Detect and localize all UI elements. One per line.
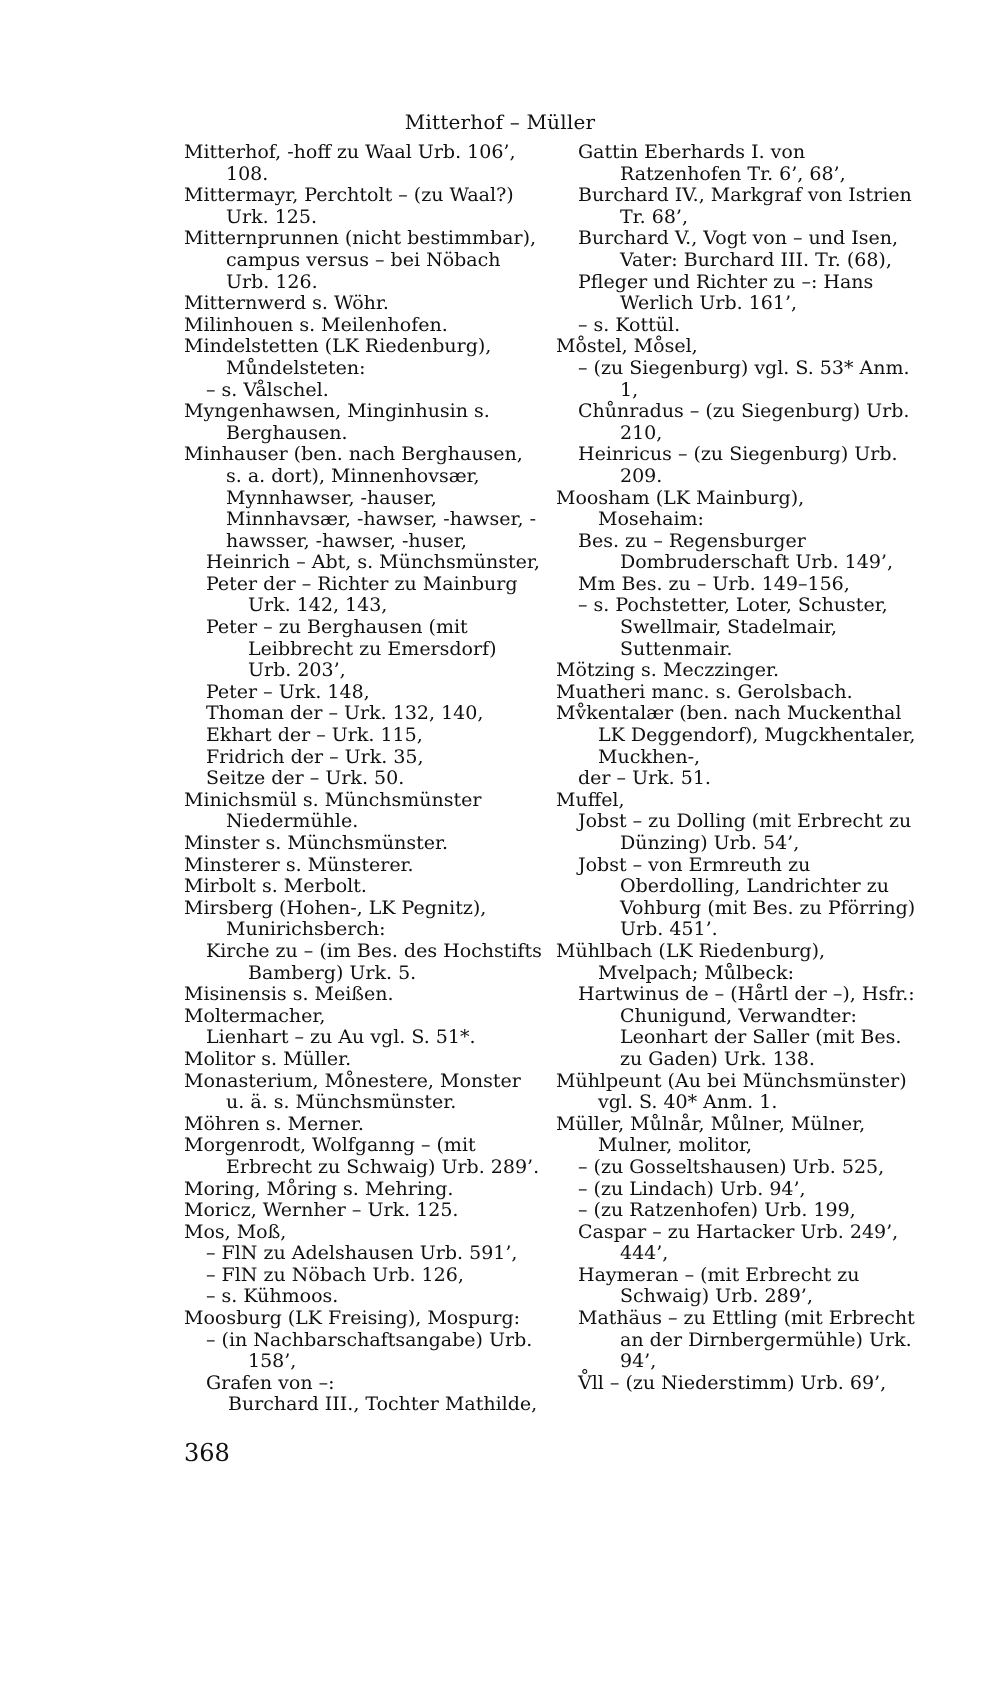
index-entry: – FlN zu Adelshausen Urb. 591’, [206,1242,518,1265]
index-entry: Jobst – von Ermreuth zu Oberdolling, Landrichter zu Vohburg (mit Bes. zu Pförring) Urb. 451’. [578,853,916,941]
index-entry: Burchard V., Vogt von – und Isen, Vater: Burchard III. Tr. (68), [578,227,898,271]
index-entry: Molitor s. Müller. [184,1047,352,1070]
index-entry: Haymeran – (mit Erbrecht zu Schwaig) Urb. 289’, [578,1263,860,1308]
index-entry: Heinrich – Abt, s. Münchsmünster, [206,551,540,574]
index-entry: Chůnradus – (zu Siegenburg) Urb. 210, [578,400,910,444]
running-header: Mitterhof – Müller [404,110,596,134]
index-entry: Peter – Urk. 148, [206,680,370,703]
index-entry: Morgenrodt, Wolfganng – (mit Erbrecht zu Schwaig) Urb. 289’. [184,1134,540,1178]
index-entry: – (zu Lindach) Urb. 94’, [578,1177,806,1200]
index-entry: Heinricus – (zu Siegenburg) Urb. 209. [578,443,898,487]
index-entry: Jobst – zu Dolling (mit Erbrecht zu Dünzing) Urb. 54’, [578,810,912,854]
index-entry: Moltermacher, [184,1004,326,1027]
index-column-right [556,142,916,1394]
index-entry: Mitterhof, -hoff zu Waal Urb. 106’, 108. [184,141,516,185]
page-number: 368 [184,1439,230,1467]
index-entry: Ekhart der – Urk. 115, [206,724,423,747]
index-column-left [184,142,544,1416]
index-entry: Mühlpeunt (Au bei Münchsmünster) vgl. S. 40* Anm. 1. [556,1069,907,1114]
index-entry: Minhauser (ben. nach Berghausen, s. a. dort), Minnenhovsær, Mynnhawser, -hauser, Minnhavsær, -hawser, -hawser, -hawsser, -hawser, -huser, [184,443,537,552]
index-entry: Misinensis s. Meißen. [184,983,394,1006]
index-entry: Muatheri manc. s. Gerolsbach. [556,680,853,703]
index-entry: Mo̊stel, Mo̊sel, [556,335,698,358]
index-entry: – s. Vålschel. [206,378,329,401]
index-entry: Muffel, [556,788,625,811]
index-entry: Moosham (LK Mainburg), Mosehaim: [556,486,805,531]
index-entry: Mathäus – zu Ettling (mit Erbrecht an der Dirnbergermühle) Urk. 94’, [578,1307,915,1373]
index-entry: Mirsberg (Hohen-, LK Pegnitz), Munirichsberch: [184,896,487,941]
index-entry: Myngenhawsen, Minginhusin s. Berghausen. [184,400,490,444]
index-entry: Peter – zu Berghausen (mit Leibbrecht zu Emersdorf) Urb. 203’, [206,616,497,682]
index-entry: Fridrich der – Urk. 35, [206,745,424,768]
index-entry: Hartwinus de – (Hårtl der –), Hsfr.: Chunigund, Verwandter: Leonhart der Saller (mit Bes. zu Gaden) Urk. 138. [578,983,915,1070]
index-entry: Mindelstetten (LK Riedenburg), Můndelsteten: [184,335,492,379]
index-entry: Mittermayr, Perchtolt – (zu Waal?) Urk. 125. [184,184,514,228]
index-entry: Müller, Můlnår, Můlner, Mülner, Mulner, molitor, [556,1112,866,1157]
index-entry: Kirche zu – (im Bes. des Hochstifts Bamberg) Urk. 5. [206,939,542,984]
index-entry: – (zu Ratzenhofen) Urb. 199, [578,1199,856,1222]
index-entry: Moosburg (LK Freising), Mospurg: [184,1307,521,1330]
index-entry: Minichsmül s. Münchsmünster Niedermühle. [184,788,482,833]
index-entry: Moring, Mo̊ring s. Mehring. [184,1177,454,1200]
index-entry: Mötzing s. Meczzinger. [556,659,779,682]
index-entry: Gattin Eberhards I. von Ratzenhofen Tr. 6’, 68’, [578,141,846,185]
index-entry: Seitze der – Urk. 50. [206,767,405,790]
index-entry: – (in Nachbarschaftsangabe) Urb. 158’, [206,1328,533,1373]
index-entry: Mitternwerd s. Wöhr. [184,292,389,315]
index-entry: Monasterium, Mo̊nestere, Monster u. ä. s. Münchsmünster. [184,1069,521,1114]
index-entry: Caspar – zu Hartacker Urb. 249’, 444’, [578,1220,899,1265]
index-entry: V̊ll – (zu Niederstimm) Urb. 69’, [578,1371,887,1394]
index-entry: Pfleger und Richter zu –: Hans Werlich Urb. 161’, [578,270,874,315]
index-entry: Mv̊kentalær (ben. nach Muckenthal LK Deggendorf), Mugckhentaler, Muckhen-, [556,702,916,768]
index-entry: Möhren s. Merner. [184,1112,364,1135]
index-entry: Burchard IV., Markgraf von Istrien Tr. 68’, [578,184,912,228]
index-entry: Grafen von –: [206,1371,335,1394]
index-entry: – FlN zu Nöbach Urb. 126, [206,1263,464,1286]
index-entry: Mirbolt s. Merbolt. [184,875,367,898]
index-entry: Mos, Moß, [184,1220,287,1243]
index-entry: Minsterer s. Münsterer. [184,853,414,876]
index-entry: Mm Bes. zu – Urb. 149–156, [578,572,850,595]
index-entry: Burchard III., Tochter Mathilde, [228,1393,538,1416]
index-entry: Mitternprunnen (nicht bestimmbar), campus versus – bei Nöbach Urb. 126. [184,227,537,293]
index-entry: Milinhouen s. Meilenhofen. [184,313,448,336]
index-entry: Mühlbach (LK Riedenburg), Mvelpach; Můlbeck: [556,939,826,984]
index-entry: – (zu Gosseltshausen) Urb. 525, [578,1155,885,1178]
index-entry: Thoman der – Urk. 132, 140, [206,702,484,725]
index-entry: Lienhart – zu Au vgl. S. 51*. [206,1026,476,1049]
index-entry: – (zu Siegenburg) vgl. S. 53* Anm. 1, [578,356,910,401]
index-entry: der – Urk. 51. [578,767,711,790]
index-entry: – s. Kottül. [578,313,681,336]
index-entry: Minster s. Münchsmünster. [184,832,449,854]
index-entry: Moricz, Wernher – Urk. 125. [184,1199,459,1222]
index-entry: – s. Pochstetter, Loter, Schuster, Swellmair, Stadelmair, Suttenmair. [578,594,888,660]
index-entry: Bes. zu – Regensburger Dombruderschaft Urb. 149’, [578,529,894,574]
index-entry: – s. Kühmoos. [206,1285,339,1308]
index-entry: Peter der – Richter zu Mainburg Urk. 142, 143, [206,572,518,617]
